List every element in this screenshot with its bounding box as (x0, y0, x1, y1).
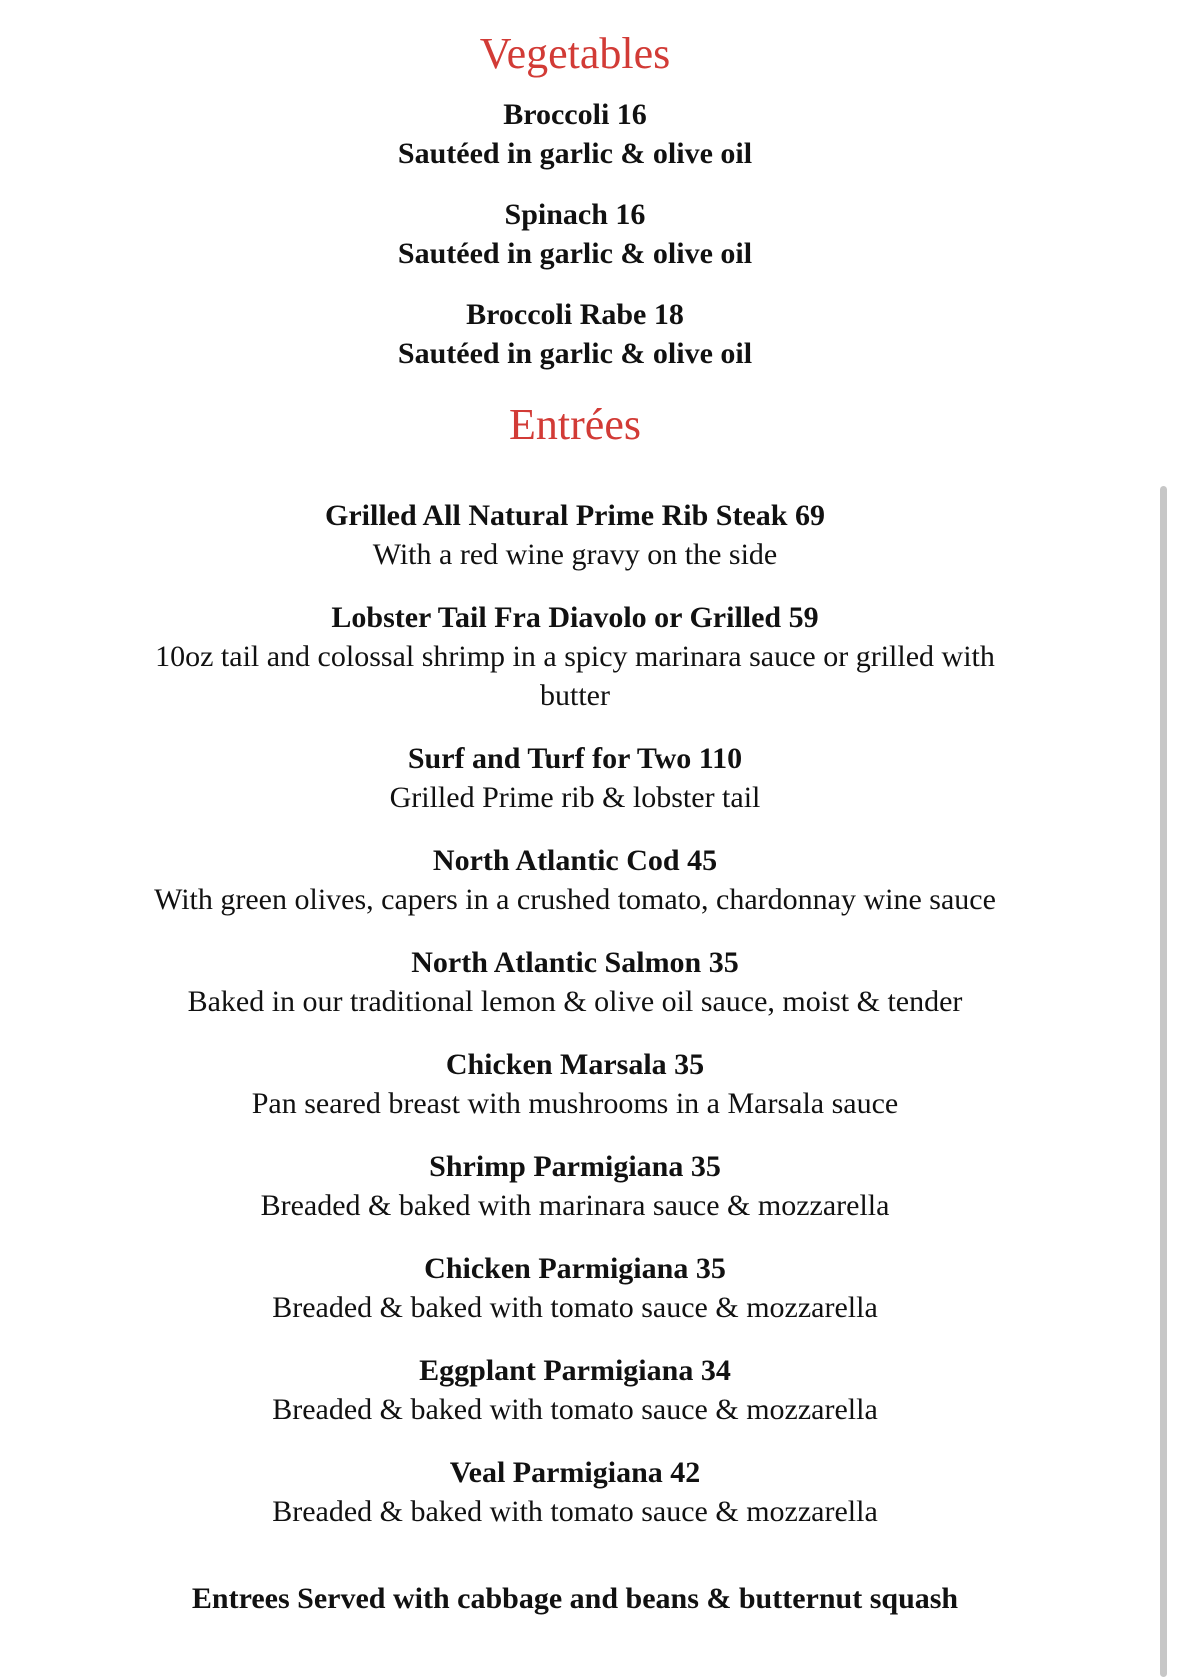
menu-item-spinach (0, 195, 1150, 273)
item-description: With green olives, capers in a crushed tomato, chardonnay wine sauce (154, 882, 996, 916)
item-name: North Atlantic Salmon 35 (411, 945, 739, 979)
menu-item-chicken-parmigiana (0, 1249, 1150, 1327)
item-name: Eggplant Parmigiana 34 (419, 1353, 731, 1387)
item-name: North Atlantic Cod 45 (432, 843, 718, 877)
menu-item-veal-parmigiana (0, 1453, 1150, 1531)
entrees-list (0, 496, 1150, 1531)
item-name: Shrimp Parmigiana 35 (429, 1149, 721, 1183)
menu-item-salmon (0, 943, 1150, 1021)
item-description: Pan seared breast with mushrooms in a Marsala sauce (251, 1086, 899, 1120)
item-name: Spinach 16 (504, 197, 646, 231)
menu-item-broccoli (0, 95, 1150, 173)
item-description: 10oz tail and colossal shrimp in a spicy marinara sauce or grilled with butter (155, 639, 995, 712)
menu-item-chicken-marsala (0, 1045, 1150, 1123)
menu-item-lobster-tail (0, 598, 1150, 715)
vertical-scrollbar[interactable] (1160, 486, 1167, 1677)
item-description: Sautéed in garlic & olive oil (397, 136, 753, 170)
scrollbar-thumb[interactable] (1160, 486, 1167, 1677)
item-description: Breaded & baked with tomato sauce & mozzarella (272, 1290, 878, 1324)
item-description: Baked in our traditional lemon & olive oil sauce, moist & tender (187, 984, 963, 1018)
menu-item-eggplant-parmigiana (0, 1351, 1150, 1429)
menu-item-surf-and-turf (0, 739, 1150, 817)
menu-item-cod (0, 841, 1150, 919)
item-description: Breaded & baked with marinara sauce & mozzarella (260, 1188, 890, 1222)
item-description: Sautéed in garlic & olive oil (397, 336, 753, 370)
vegetables-list (0, 95, 1150, 373)
item-name: Grilled All Natural Prime Rib Steak 69 (325, 498, 825, 532)
item-name: Broccoli Rabe 18 (466, 297, 684, 331)
menu-item-shrimp-parmigiana (0, 1147, 1150, 1225)
vegetables-heading: Vegetables (479, 29, 671, 78)
item-description: Breaded & baked with tomato sauce & mozzarella (272, 1392, 878, 1426)
item-name: Chicken Parmigiana 35 (424, 1251, 726, 1285)
item-description: With a red wine gravy on the side (372, 537, 778, 571)
item-name: Broccoli 16 (503, 97, 647, 131)
item-name: Veal Parmigiana 42 (449, 1455, 701, 1489)
entrees-footer-note: Entrees Served with cabbage and beans & butternut squash (191, 1581, 959, 1615)
item-description: Grilled Prime rib & lobster tail (389, 780, 761, 814)
item-name: Surf and Turf for Two 110 (407, 741, 743, 775)
item-description: Breaded & baked with tomato sauce & mozzarella (272, 1494, 878, 1528)
entrees-heading: Entrées (509, 399, 641, 449)
item-name: Chicken Marsala 35 (445, 1047, 705, 1081)
item-description: Sautéed in garlic & olive oil (397, 236, 753, 270)
item-name: Lobster Tail Fra Diavolo or Grilled 59 (331, 600, 819, 634)
menu-item-broccoli-rabe (0, 295, 1150, 373)
menu-item-prime-rib (0, 496, 1150, 574)
